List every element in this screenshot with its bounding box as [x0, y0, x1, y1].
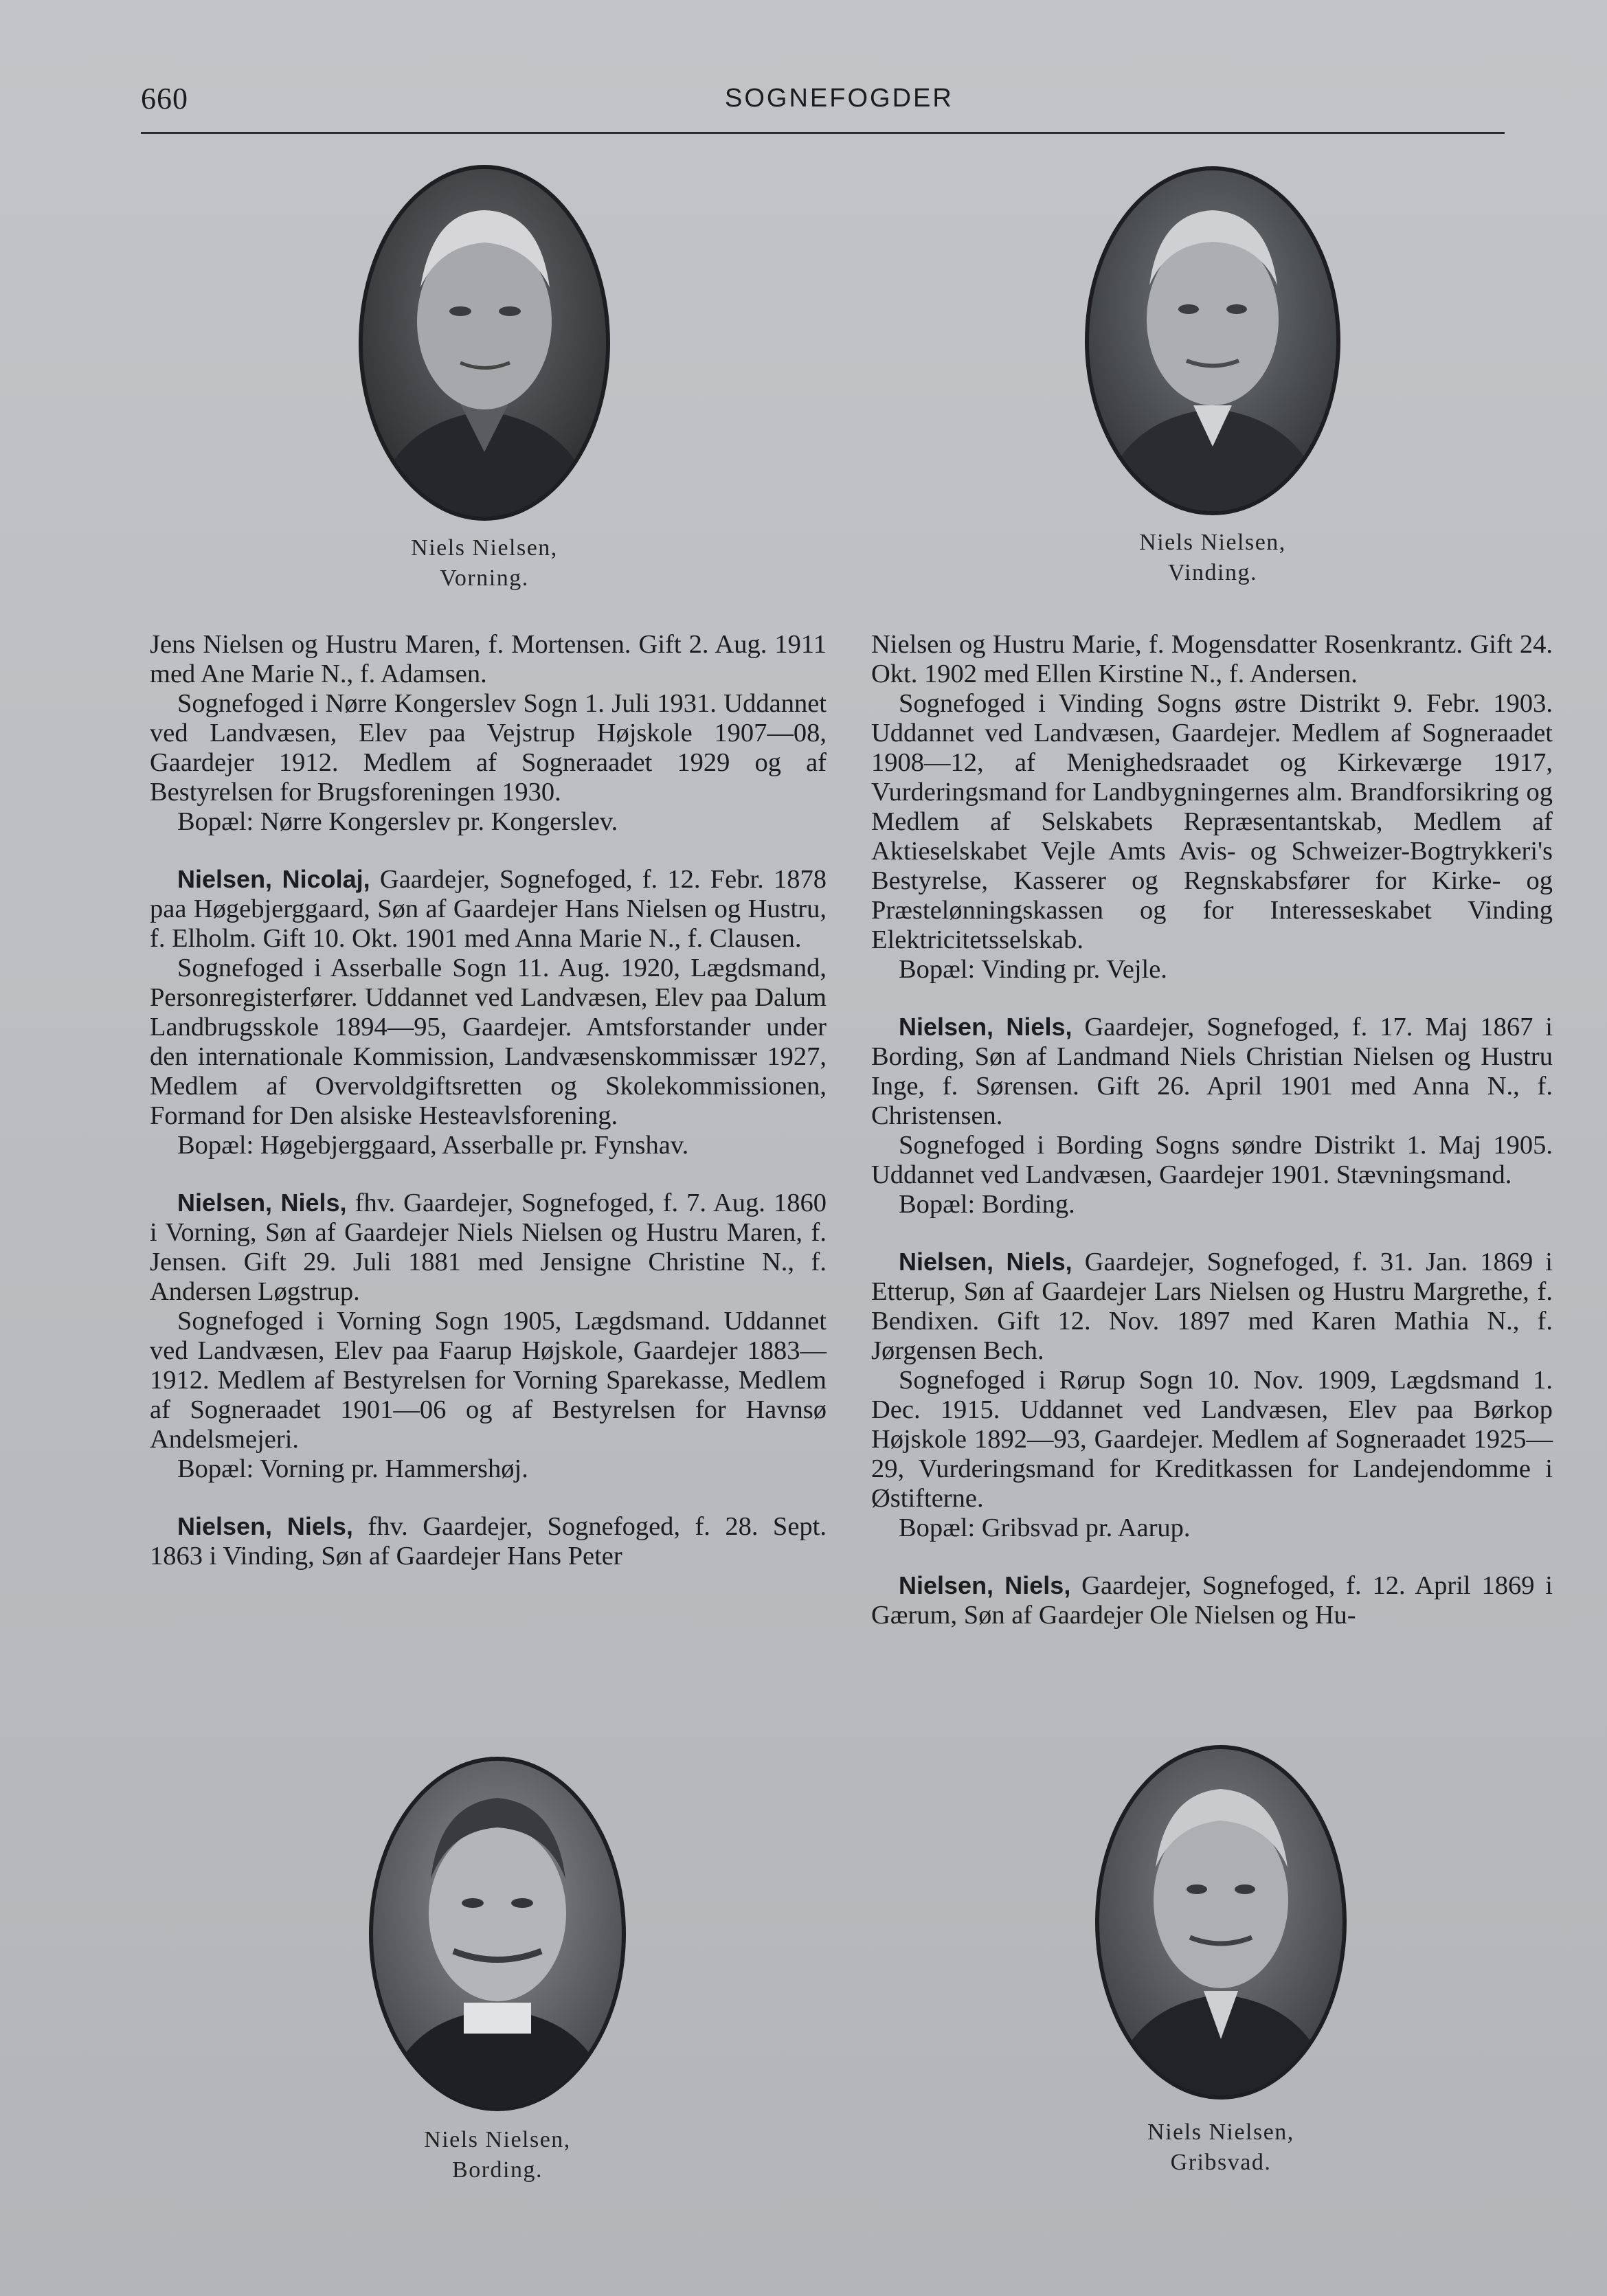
caption-bording [387, 2125, 607, 2185]
entry-paragraph: Sognefoged i Vinding Sogns østre Distrikt 9. Febr. 1903. Uddannet ved Landvæsen, Gaardejer. Medlem af Sogneraadet 1908—12, af Menighedsraadet og Kirkeværge 1917, Vurderingsmand for Landbygningernes alm. Brandforsikring og Medlem af Selskabets Repræsentantskab, Medlem af Aktieselskabet Vejle Amts Avis- og Schweizer-Bogtrykkeri's Bestyrelse, Kasserer og Regnskabsfører for Kirke- og Præstelønningskassen og for Interesseskabet Vinding Elektricitetsselskab. [871, 689, 1553, 954]
caption-vorning [374, 533, 594, 594]
caption-line-1: Niels Nielsen, [411, 535, 558, 561]
entry-name: Nielsen, Niels, [177, 1189, 347, 1217]
header-rule [141, 132, 1505, 134]
entry-address: Bopæl: Vinding pr. Vejle. [899, 955, 1167, 984]
entry-address: Bopæl: Høgebjerggaard, Asserballe pr. Fynshav. [177, 1131, 689, 1160]
entry-paragraph: Sognefoged i Nørre Kongerslev Sogn 1. Juli 1931. Uddannet ved Landvæsen, Elev paa Vejstrup Højskole 1907—08, Gaardejer 1912. Medlem af Sogneraadet 1929 og af Bestyrelsen for Brugsforeningen 1930. [150, 689, 827, 807]
caption-line-2: Bording. [452, 2157, 543, 2183]
entry-address: Bopæl: Bording. [899, 1190, 1075, 1219]
entry-paragraph: Sognefoged i Asserballe Sogn 11. Aug. 1920, Lægdsmand, Personregisterfører. Uddannet ved Landvæsen, Elev paa Dalum Landbrugsskole 1894—95, Gaardejer. Amtsforstander under den internationale Kommission, Landvæsenskommissær 1927, Medlem af Overvoldgiftsretten og Skolekommissionen, Formand for Den alsiske Hesteavlsforening. [150, 954, 827, 1130]
caption-line-2: Gribsvad. [1170, 2150, 1272, 2175]
entry-heading [150, 864, 827, 954]
entry-name: Nielsen, Niels, [899, 1013, 1072, 1041]
entry-paragraph: Jens Nielsen og Hustru Maren, f. Mortensen. Gift 2. Aug. 1911 med Ane Marie N., f. Adamsen. [150, 630, 827, 688]
caption-line-1: Niels Nielsen, [424, 2127, 571, 2152]
entry-text: fhv. Gaardejer, Sognefoged, f. 28. Sept. 1863 i Vinding, Søn af Gaardejer Hans Peter [150, 1512, 827, 1571]
entry-heading [871, 1247, 1553, 1366]
entry-paragraph: Nielsen og Hustru Marie, f. Mogensdatter Rosenkrantz. Gift 24. Okt. 1902 med Ellen Kirstine N., f. Andersen. [871, 630, 1553, 688]
entry-name: Nielsen, Niels, [899, 1571, 1071, 1599]
entry-text: Gaardejer, Sognefoged, f. 12. April 1869 i Gærum, Søn af Gaardejer Ole Nielsen og Hu- [871, 1571, 1553, 1630]
entry-text: Gaardejer, Sognefoged, f. 12. Febr. 1878 paa Høgebjerggaard, Søn af Gaardejer Hans Nielsen og Hustru, f. Elholm. Gift 10. Okt. 1901 med Anna Marie N., f. Clausen. [150, 865, 827, 953]
caption-vinding [1103, 528, 1323, 588]
entry-name: Nielsen, Nicolaj, [177, 865, 370, 893]
caption-line-2: Vinding. [1168, 560, 1257, 585]
entry-heading [871, 1571, 1553, 1630]
entry-paragraph: Sognefoged i Vorning Sogn 1905, Lægdsmand. Uddannet ved Landvæsen, Elev paa Faarup Højskole, Gaardejer 1883—1912. Medlem af Bestyrelsen for Vorning Sparekasse, Medlem af Sogneraadet 1901—06 og af Bestyrelsen for Havnsø Andelsmejeri. [150, 1307, 827, 1454]
running-head: SOGNEFOGDER [725, 84, 954, 113]
entry-address: Bopæl: Vorning pr. Hammershøj. [177, 1454, 528, 1483]
right-column [871, 630, 1553, 1630]
entry-name: Nielsen, Niels, [177, 1512, 353, 1540]
portrait-gribsvad [1094, 1744, 1348, 2101]
page-number: 660 [141, 82, 188, 115]
page-header [141, 81, 1505, 135]
entry-text: Gaardejer, Sognefoged, f. 17. Maj 1867 i Bording, Søn af Landmand Niels Christian Nielsen og Hustru Inge, f. Sørensen. Gift 26. April 1901 med Anna N., f. Christensen. [871, 1013, 1553, 1130]
portrait-bording [368, 1755, 627, 2113]
entry-address: Bopæl: Gribsvad pr. Aarup. [899, 1513, 1191, 1542]
portrait-vorning [357, 164, 611, 522]
entry-name: Nielsen, Niels, [899, 1248, 1072, 1276]
entry-text: Gaardejer, Sognefoged, f. 31. Jan. 1869 i Etterup, Søn af Gaardejer Lars Nielsen og Hustru Margrethe, f. Bendixen. Gift 12. Nov. 1897 med Karen Mathia N., f. Jørgensen Bech. [871, 1248, 1553, 1365]
entry-text: fhv. Gaardejer, Sognefoged, f. 7. Aug. 1860 i Vorning, Søn af Gaardejer Niels Nielsen og Hustru Maren, f. Jensen. Gift 29. Juli 1881 med Jensigne Christine N., f. Andersen Løgstrup. [150, 1189, 827, 1306]
entry-heading [150, 1511, 827, 1571]
entry-address: Bopæl: Nørre Kongerslev pr. Kongerslev. [177, 807, 618, 836]
entry-paragraph: Sognefoged i Bording Sogns søndre Distrikt 1. Maj 1905. Uddannet ved Landvæsen, Gaardejer 1901. Stævningsmand. [871, 1131, 1553, 1189]
caption-gribsvad [1111, 2117, 1331, 2178]
entry-heading [150, 1188, 827, 1307]
entry-heading [871, 1012, 1553, 1131]
portrait-vinding [1083, 165, 1342, 517]
caption-line-1: Niels Nielsen, [1147, 2119, 1294, 2145]
caption-line-1: Niels Nielsen, [1139, 530, 1286, 555]
left-column [150, 630, 827, 1571]
caption-line-2: Vorning. [440, 565, 529, 591]
entry-paragraph: Sognefoged i Rørup Sogn 10. Nov. 1909, Lægdsmand 1. Dec. 1915. Uddannet ved Landvæsen, Elev paa Børkop Højskole 1892—93, Gaardejer. Medlem af Sogneraadet 1925—29, Vurderingsmand for Kreditkassen for Landejendomme i Østifterne. [871, 1366, 1553, 1513]
